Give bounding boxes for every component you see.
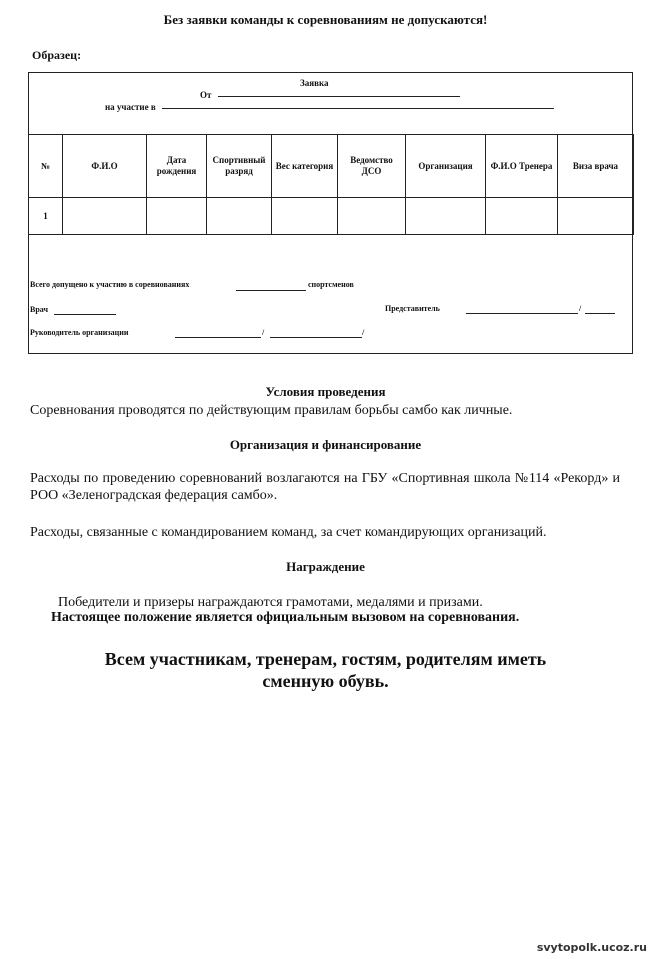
- table-cell[interactable]: [147, 198, 207, 235]
- table-header-row: [29, 135, 634, 198]
- conditions-heading: Условия проведения: [265, 384, 386, 399]
- table-cell[interactable]: [558, 198, 634, 235]
- table-row: [29, 198, 634, 235]
- representative-fill-line[interactable]: [466, 313, 578, 314]
- table-cell: 1: [29, 198, 63, 235]
- representative-label: Представитель: [385, 304, 440, 313]
- slash-separator: /: [362, 328, 365, 337]
- site-watermark: svytopolk.ucoz.ru: [536, 941, 647, 954]
- notice-heading: Без заявки команды к соревнованиям не допускаются!: [163, 12, 488, 27]
- column-header: №: [29, 135, 63, 198]
- doctor-fill-line[interactable]: [54, 314, 116, 315]
- head-name-fill-line[interactable]: [175, 337, 261, 338]
- finance-heading: Организация и финансирование: [229, 437, 422, 452]
- table-cell[interactable]: [207, 198, 272, 235]
- table-cell[interactable]: [486, 198, 558, 235]
- participation-label: на участие в: [105, 102, 156, 112]
- conditions-text: Соревнования проводятся по действующим правилам борьбы самбо как личные.: [30, 403, 513, 418]
- column-header: Дата рождения: [147, 135, 207, 198]
- table-cell[interactable]: [338, 198, 406, 235]
- doctor-label: Врач: [30, 305, 48, 314]
- awards-heading: Награждение: [286, 559, 365, 574]
- column-header: Виза врача: [558, 135, 634, 198]
- from-fill-line[interactable]: [218, 96, 460, 97]
- finance-text-travel: Расходы, связанные с командированием команд, за счет командирующих организаций.: [30, 525, 547, 540]
- form-title: Заявка: [300, 78, 329, 88]
- awards-text: Победители и призеры награждаются грамотами, медалями и призами.: [58, 595, 483, 610]
- shoes-line-2: сменную обувь.: [262, 671, 389, 691]
- slash-separator: /: [579, 304, 582, 313]
- column-header: Ф.И.О: [63, 135, 147, 198]
- sportsmen-label: спортсменов: [308, 280, 354, 289]
- shoes-line-1: Всем участникам, тренерам, гостям, родителям иметь: [104, 649, 547, 669]
- total-fill-line[interactable]: [236, 290, 306, 291]
- column-header: Организация: [406, 135, 486, 198]
- column-header: Ведомство ДСО: [338, 135, 406, 198]
- head-signature-fill-line[interactable]: [270, 337, 362, 338]
- table-cell[interactable]: [406, 198, 486, 235]
- slash-separator: /: [262, 328, 265, 337]
- sample-label: Образец:: [32, 48, 82, 62]
- table-cell[interactable]: [63, 198, 147, 235]
- official-invitation-text: Настоящее положение является официальным вызовом на соревнования.: [51, 610, 520, 625]
- table-cell[interactable]: [272, 198, 338, 235]
- finance-text: Расходы по проведению соревнований возлагаются на ГБУ «Спортивная школа №114 «Рекорд» и РОО «Зеленоградская федерация самбо».: [30, 471, 620, 503]
- from-label: От: [200, 90, 212, 100]
- participation-fill-line[interactable]: [162, 108, 554, 109]
- total-admitted-label: Всего допущено к участию в соревнованиях: [30, 280, 190, 289]
- representative-signature-line[interactable]: [585, 313, 615, 314]
- replacement-shoes-notice: [0, 648, 651, 692]
- column-header: Спортивный разряд: [207, 135, 272, 198]
- column-header: Ф.И.О Тренера: [486, 135, 558, 198]
- column-header: Вес категория: [272, 135, 338, 198]
- head-of-organization-label: Руководитель организации: [30, 328, 129, 337]
- application-table: [28, 134, 634, 235]
